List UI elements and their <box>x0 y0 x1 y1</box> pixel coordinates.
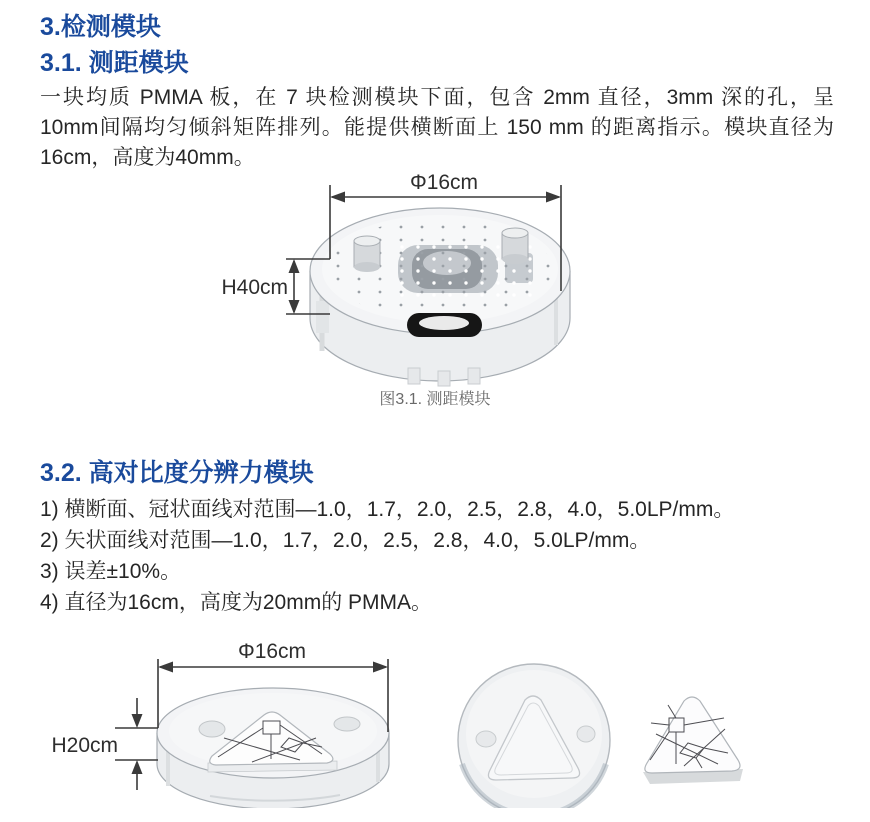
height-dimension-2 <box>51 698 158 790</box>
section-3-title: 3.检测模块 <box>40 13 161 41</box>
section-3-2-title: 3.2. 高对比度分辨力模块 <box>40 459 314 487</box>
section-3-1-body: 一块均质 PMMA 板，在 7 块检测模块下面，包含 2mm 直径，3mm 深的孔，呈 10mm间隔均匀倾斜矩阵排列。能提供横断面上 150 mm 的距离指示。模块直径为16cm，高度为40mm。 <box>40 86 834 169</box>
peg-right <box>502 228 528 264</box>
section-3-1-title: 3.1. 测距模块 <box>40 49 189 77</box>
spec-item-1: 1) 横断面、冠状面线对范围—1.0，1.7，2.0，2.5，2.8，4.0，5.0LP/mm。 <box>40 498 735 521</box>
spec-item-3: 3) 误差±10%。 <box>40 560 182 583</box>
figure-3-1-caption: 图3.1. 测距模块 <box>379 391 491 408</box>
figure-3-2-resolution-module <box>0 626 870 808</box>
diameter-label: Φ16cm <box>409 173 479 194</box>
peg-left <box>354 236 380 272</box>
height-label: H40cm <box>221 276 288 299</box>
diameter-label-2: Φ16cm <box>237 640 307 663</box>
spec-item-4: 4) 直径为16cm，高度为20mm的 PMMA。 <box>40 591 433 614</box>
spec-item-2: 2) 矢状面线对范围—1.0，1.7，2.0，2.5，2.8，4.0，5.0LP/mm。 <box>40 529 651 552</box>
triangle-insert-alone <box>643 697 743 784</box>
section-3-2-list <box>40 494 834 618</box>
height-label-2: H20cm <box>51 734 118 757</box>
resolution-disc-side-view <box>157 688 389 808</box>
resolution-disc-top-view <box>458 664 610 808</box>
front-window <box>407 313 482 337</box>
pmma-disc-illustration <box>310 208 570 386</box>
figure-3-1-distance-module <box>0 173 870 388</box>
